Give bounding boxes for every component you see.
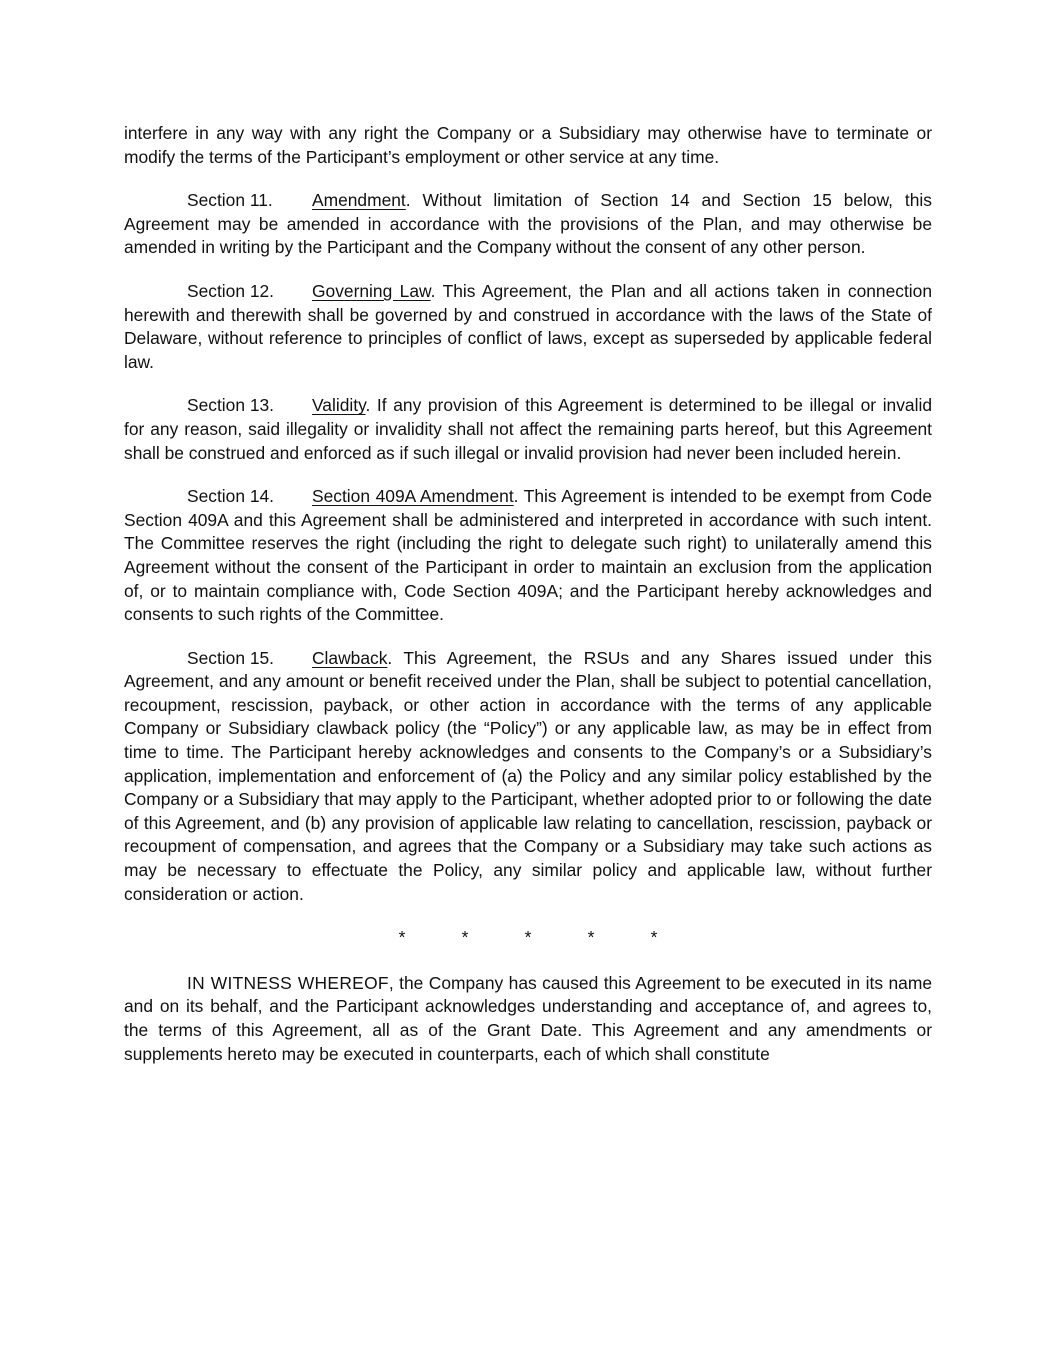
separator-star: * [524, 927, 532, 948]
section-body: . This Agreement, the Plan and all actions taken in connection herewith and therewith shall be governed by and construed in accordance with the laws of the State of Delaware, without reference to principles of conflict of laws, except as superseded by applicable federal law. [124, 280, 932, 372]
section-number: Section 14. [187, 486, 275, 507]
section-13 [124, 394, 932, 465]
section-body: . This Agreement, the RSUs and any Shares issued under this Agreement, and any amount or benefit received under the Plan, shall be subject to potential cancellation, recoupment, rescission, payback, or other action in accordance with the terms of any applicable Company or Subsidiary clawback policy (the “Policy”) or any applicable law, as may be in effect from time to time. The Participant hereby acknowledges and consents to the Company’s or a Subsidiary’s application, implementation and enforcement of (a) the Policy and any similar policy established by the Company or a Subsidiary that may apply to the Participant, whether adopted prior to or following the date of this Agreement, and (b) any provision of applicable law relating to cancellation, rescission, payback or recoupment of compensation, and agrees that the Company or a Subsidiary may take such actions as may be necessary to effectuate the Policy, any similar policy and applicable law, without further consideration or action. [124, 647, 932, 904]
document-page [124, 122, 932, 1086]
witness-lead: IN WITNESS WHEREOF [187, 972, 389, 993]
witness-body: , the Company has caused this Agreement to be executed in its name and on its behalf, and the Participant acknowledges understanding and acceptance of, and agrees to, the terms of this Agreement, all as of the Grant Date. This Agreement and any amendments or supplements hereto may be executed in counterparts, each of which shall constitute [124, 972, 933, 1064]
section-number: Section 15. [187, 647, 275, 668]
section-heading: Amendment [312, 190, 406, 211]
section-12 [124, 280, 932, 374]
section-body: . This Agreement is intended to be exempt from Code Section 409A and this Agreement shall be administered and interpreted in accordance with such intent. The Committee reserves the right (including the right to delegate such right) to unilaterally amend this Agreement without the consent of the Participant in order to maintain an exclusion from the application of, or to maintain compliance with, Code Section 409A; and the Participant hereby acknowledges and consents to such rights of the Committee. [124, 486, 932, 625]
separator-star: * [398, 927, 406, 948]
section-heading: Clawback [312, 647, 388, 668]
section-15 [124, 647, 932, 907]
witness-paragraph [124, 972, 932, 1066]
section-number: Section 13. [187, 395, 275, 416]
section-heading: Governing Law [312, 280, 431, 301]
section-heading: Validity [312, 395, 366, 416]
separator-star: * [587, 927, 595, 948]
section-body: . Without limitation of Section 14 and Section 15 below, this Agreement may be amended in accordance with the provisions of the Plan, and may otherwise be amended in writing by the Participant and the Company without the consent of any other person. [124, 190, 932, 258]
section-11 [124, 189, 932, 260]
section-number: Section 12. [187, 280, 275, 301]
continuation-paragraph: interfere in any way with any right the Company or a Subsidiary may otherwise have to terminate or modify the terms of the Participant’s employment or other service at any time. [124, 123, 932, 167]
section-body: . If any provision of this Agreement is determined to be illegal or invalid for any reason, said illegality or invalidity shall not affect the remaining parts hereof, but this Agreement shall be construed and enforced as if such illegal or invalid provision had never been included herein. [124, 395, 932, 463]
separator-star: * [461, 927, 469, 948]
section-separator [124, 926, 932, 950]
section-14 [124, 485, 932, 627]
separator-star: * [650, 927, 658, 948]
section-number: Section 11. [187, 190, 273, 211]
section-heading: Section 409A Amendment [312, 486, 514, 507]
